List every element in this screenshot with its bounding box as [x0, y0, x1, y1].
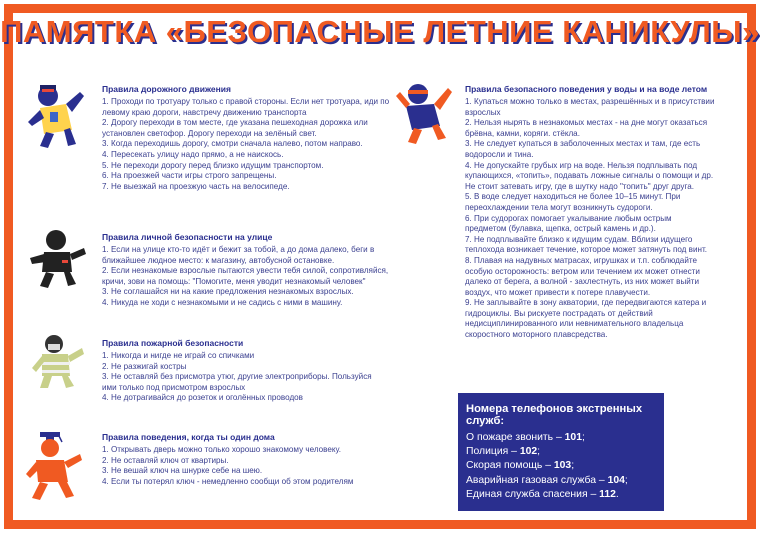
phone-label: Полиция – — [466, 446, 520, 458]
phone-row — [466, 431, 656, 445]
section-road-rules — [102, 84, 392, 192]
list-item: переохлаждении тела могут возникнуть судороги. — [465, 202, 653, 212]
section-title: Правила поведения, когда ты один дома — [102, 432, 275, 442]
phone-label: Единая служба спасения – — [466, 488, 600, 500]
list-item: 4. Пересекать улицу надо прямо, а не наискось. — [102, 149, 284, 159]
section-title: Правила пожарной безопасности — [102, 338, 244, 348]
phone-punct: . — [615, 488, 619, 500]
list-item: купающихся, «топить», подавать ложные сигналы о помощи и др. — [465, 171, 714, 181]
home-alone-figure-icon — [26, 430, 86, 502]
list-item: гидроциклы. Вы рискуете пострадать от действий — [465, 308, 653, 318]
list-item: теплохода возникает течение, которое может затянуть под винт. — [465, 245, 708, 255]
section-title: Правила дорожного движения — [102, 84, 231, 94]
phone-punct: ; — [537, 446, 541, 458]
phone-punct: ; — [582, 432, 585, 443]
phone-row — [466, 459, 656, 473]
list-item: 6. На проезжей части игры строго запрещены. — [102, 171, 277, 181]
section-fire-safety — [102, 338, 392, 404]
list-item: 2. Если незнакомые взрослые пытаются увести тебя силой, сопротивляйся, — [102, 266, 389, 276]
list-item: 2. Не оставляй ключ от квартиры. — [102, 455, 229, 465]
list-item: 3. Не вешай ключ на шнурке себе на шею. — [102, 466, 263, 476]
phone-label: Скорая помощь – — [466, 460, 554, 472]
list-item: 3. Не следует купаться в заболоченных местах и там, где есть — [465, 139, 701, 149]
list-item: брёвна, камни, коряги. стёкла. — [465, 128, 580, 138]
list-item: 7. Не подплывайте близко к идущим судам. Вблизи идущего — [465, 234, 693, 244]
list-item: 4. Если ты потерял ключ - немедленно сообщи об этом родителям — [102, 476, 354, 486]
street-safety-figure-icon — [28, 228, 86, 288]
section-home-alone — [102, 432, 392, 487]
list-item: взрослых — [465, 107, 501, 117]
list-item: 3. Когда переходишь дорогу, смотри сначала налево, потом направо. — [102, 139, 363, 149]
phone-number: 102 — [519, 446, 538, 458]
list-item: 4. Не допускайте грубых игр на воде. Нельзя подплывать под — [465, 160, 698, 170]
list-item: 9. Не заплывайте в зону акватории, где передвигаются катера и — [465, 298, 707, 308]
phone-row — [466, 474, 656, 488]
list-item: предметом (булавка, щепка, острый камень и др.). — [465, 224, 656, 234]
list-item: Не стоит затевать игру, где в шутку надо "топить" друг друга. — [465, 181, 694, 191]
emergency-phones-box — [458, 393, 664, 511]
list-item: 4. Не дотрагивайся до розеток и оголённых проводов — [102, 393, 303, 403]
phone-number: 112 — [599, 488, 616, 500]
section-street-safety — [102, 232, 392, 309]
list-item: 3. Не соглашайся ни на какие предложения незнакомых взрослых. — [102, 287, 354, 297]
phone-number: 101 — [564, 432, 582, 443]
list-item: кричи, зови на помощь: "Помогите, меня уводит незнакомый человек" — [102, 276, 366, 286]
list-item: скоростного моторного плавсредства. — [465, 330, 608, 340]
list-item: воздух, что может привести к потере плавучести. — [465, 287, 651, 297]
list-item: 6. При судорогах помогает укалывание любым острым — [465, 213, 672, 223]
list-item: 1. Проходи по тротуару только с правой стороны. Если нет тротуара, иди по — [102, 97, 390, 106]
list-item: 4. Никуда не ходи с незнакомыми и не садись с ними в машину. — [102, 297, 343, 307]
phone-punct: ; — [571, 460, 575, 472]
list-item: ближайшее людное место: к магазину, автобусной остановке. — [102, 255, 335, 265]
list-item: 2. Дорогу переходи в том месте, где указана пешеходная дорожка или — [102, 118, 368, 128]
phone-row — [466, 488, 656, 502]
list-item: 1. Никогда и нигде не играй со спичками — [102, 351, 255, 360]
list-item: установлен светофор. Дорогу переходи на зелёный свет. — [102, 128, 317, 138]
phone-number: 104 — [607, 474, 625, 486]
list-item: 1. Открывать дверь можно только хорошо знакомому человеку. — [102, 445, 341, 454]
list-item: 5. Не переходи дорогу перед близко идущим транспортом. — [102, 160, 324, 170]
list-item: 2. Нельзя нырять в незнакомых местах - на дне могут оказаться — [465, 118, 708, 128]
phone-number: 103 — [553, 460, 572, 472]
list-item: 5. В воде следует находиться не более 10–15 минут. При — [465, 192, 681, 202]
section-title: Правила личной безопасности на улице — [102, 232, 273, 242]
phone-row — [466, 445, 656, 459]
list-item: 1. Купаться можно только в местах, разрешённых и в присутствии — [465, 97, 715, 106]
road-safety-figure-icon — [26, 82, 88, 150]
list-item: 2. Не разжигай костры — [102, 361, 187, 371]
water-safety-figure-icon — [394, 80, 458, 144]
list-item: далеко от берега, а волной - захлестнуть, из них может выйти — [465, 277, 700, 287]
phone-punct: ; — [624, 474, 628, 486]
list-item: водоросли и тина. — [465, 149, 534, 159]
section-water-safety — [465, 84, 733, 341]
page-title: ПАМЯТКА «БЕЗОПАСНЫЕ ЛЕТНИЕ КАНИКУЛЫ» — [0, 14, 760, 49]
phone-label: Аварийная газовая служба – — [466, 474, 608, 486]
list-item: ими только под присмотром взрослых — [102, 382, 246, 392]
phone-label: О пожаре звонить – — [466, 432, 565, 443]
list-item: 1. Если на улице кто-то идёт и бежит за тобой, а до дома далеко, беги в — [102, 245, 375, 254]
list-item: особую осторожность: ветром или течением их может отнести — [465, 266, 700, 276]
list-item: левому краю дороги, навстречу движению транспорта — [102, 107, 307, 117]
list-item: 3. Не оставляй без присмотра утюг, другие электроприборы. Пользуйся — [102, 372, 372, 382]
list-item: 8. Плавая на надувных матрасах, игрушках и т.п. соблюдайте — [465, 255, 697, 265]
section-title: Правила безопасного поведения у воды и на воде летом — [465, 84, 708, 94]
list-item: 7. Не выезжай на проезжую часть на велосипеде. — [102, 181, 290, 191]
fire-safety-figure-icon — [32, 332, 84, 388]
list-item: недисциплинированного или невнимательного владельца — [465, 319, 684, 329]
emergency-phones-title: Номера телефонов экстренных служб: — [466, 403, 643, 427]
